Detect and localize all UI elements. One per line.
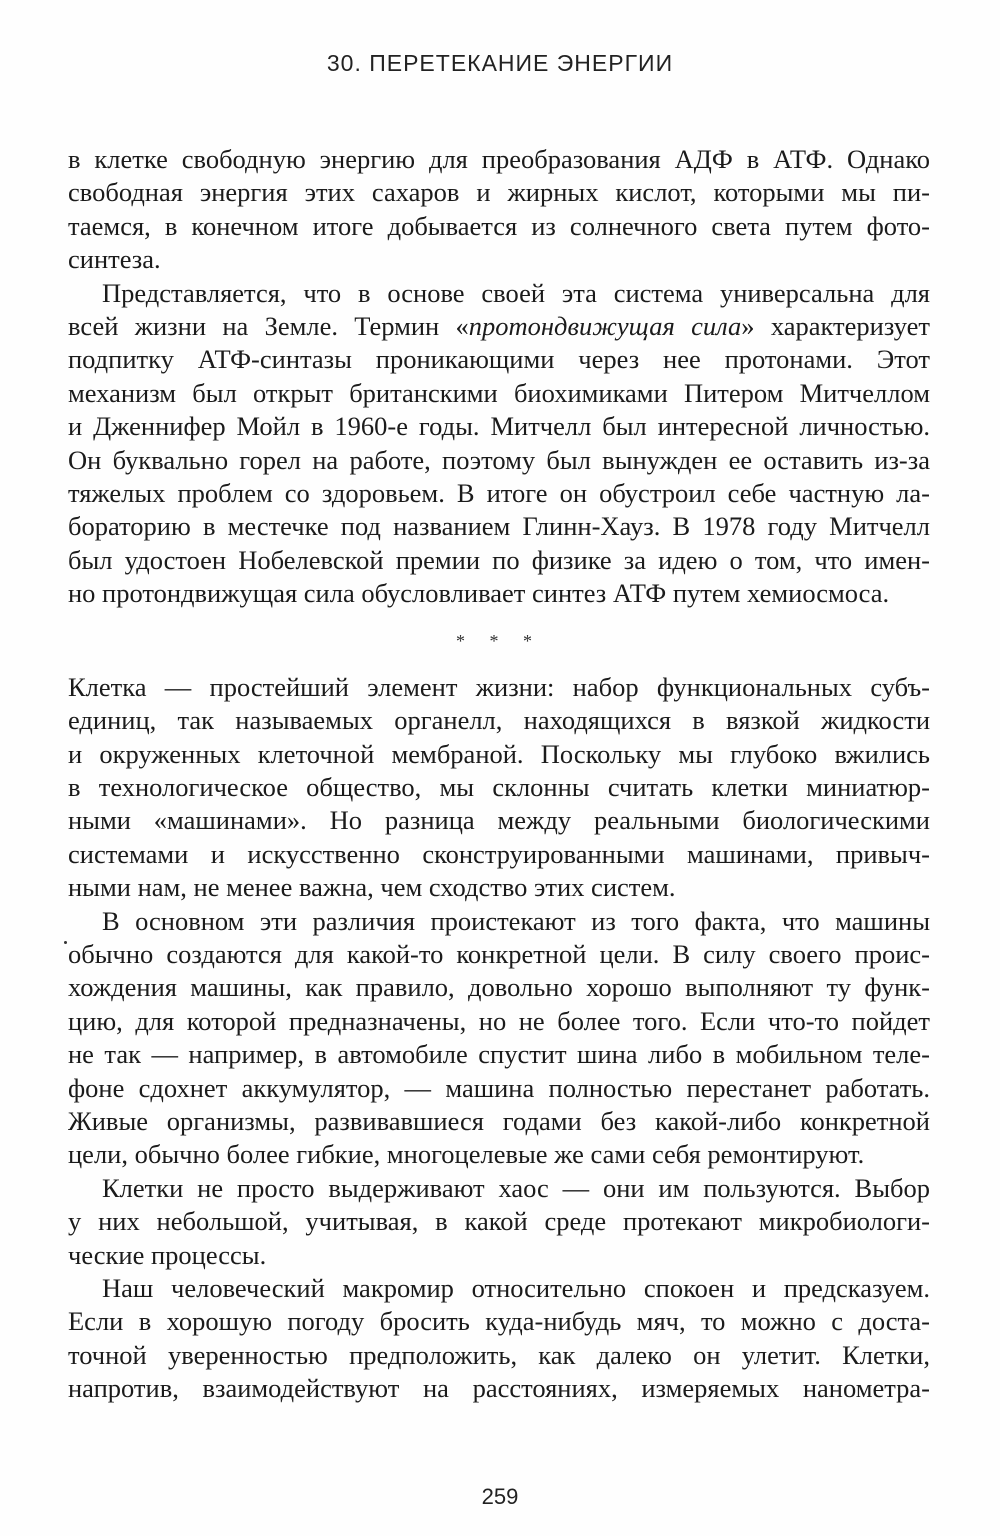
text-line: у них небольшой, учитывая, в какой среде протекают микробиологи-: [68, 1206, 930, 1237]
text-line: цели, обычно более гибкие, многоцелевые же сами себя ремонтируют.: [68, 1139, 865, 1170]
text-line: в клетке свободную энергию для преобразования АДФ в АТФ. Однако: [68, 144, 930, 174]
text-line: единиц, так называемых органелл, находящихся в вязкой жидкости: [68, 705, 930, 736]
text-line: Клетка — простейший элемент жизни: набор функциональных субъ-: [68, 671, 930, 702]
section-separator: * * *: [456, 630, 542, 651]
text-line: Живые организмы, развивавшиеся годами без какой-либо конкретной: [68, 1105, 930, 1136]
text-line-with-term: [68, 310, 930, 343]
text-line: В основном эти различия проистекают из того факта, что машины: [102, 905, 930, 936]
text-line: системами и искусственно сконструированными машинами, привыч-: [68, 838, 930, 869]
text-line: ческие процессы.: [68, 1239, 267, 1270]
stray-print-dot: [64, 941, 67, 944]
paragraph-cells-and-chaos: [68, 1172, 930, 1272]
text-line: фоне сдохнет аккумулятор, — машина полностью перестанет работать.: [68, 1072, 930, 1103]
paragraph-machines-vs-organisms: [68, 905, 930, 1172]
paragraph-continuation: [68, 143, 930, 277]
text-line: Клетки не просто выдерживают хаос — они им пользуются. Выбор: [102, 1172, 930, 1203]
text-line: Он буквально горел на работе, поэтому был вынужден ее оставить из-за: [68, 444, 930, 475]
text-line: ными нам, не менее важна, чем сходство этих систем.: [68, 872, 676, 903]
text-line: но протондвижущая сила обусловливает синтез АТФ путем хемиосмоса.: [68, 578, 890, 609]
text-line: был удостоен Нобелевской премии по физике за идею о том, что имен-: [68, 544, 930, 575]
text-line: синтеза.: [68, 244, 161, 275]
page-number: 259: [481, 1484, 519, 1509]
text-line: и окруженных клеточной мембраной. Поскольку мы глубоко вжились: [68, 738, 930, 769]
running-head-title: 30. ПЕРЕТЕКАНИЕ ЭНЕРГИИ: [326, 50, 674, 76]
text-line: механизм был открыт британскими биохимиками Питером Митчеллом: [68, 377, 930, 408]
text-line: обычно создаются для какой-то конкретной цели. В силу своего проис-: [68, 938, 930, 969]
paragraph-proton-motive-force: [68, 277, 930, 611]
paragraph-cell-definition: [68, 671, 930, 905]
body-text: [68, 143, 930, 1406]
text-line: в технологическое общество, мы склонны считать клетки миниатюр-: [68, 771, 930, 802]
text-line: ными «машинами». Но разница между реальными биологическими: [68, 805, 930, 836]
text-line: точной уверенностью предположить, как далеко он улетит. Клетки,: [68, 1339, 930, 1370]
text-line: цию, для которой предназначены, но не более того. Если что-то пойдет: [68, 1005, 930, 1036]
text-segment: всей жизни на Земле. Термин «: [68, 311, 469, 342]
text-line: Представляется, что в основе своей эта система универсальна для: [102, 277, 930, 308]
text-line: не так — например, в автомобиле спустит шина либо в мобильном теле-: [68, 1039, 930, 1070]
text-line: свободная энергия этих сахаров и жирных кислот, которыми мы пи-: [68, 177, 930, 208]
text-line: хождения машины, как правило, довольно хорошо выполняют ту функ-: [68, 972, 930, 1003]
italic-term: протондвижущая сила: [468, 311, 742, 342]
text-segment: » характеризует: [741, 311, 930, 342]
text-line: Если в хорошую погоду бросить куда-нибудь мяч, то можно с доста-: [68, 1306, 930, 1337]
text-line: и Дженнифер Мойл в 1960-е годы. Митчелл был интересной личностью.: [68, 411, 930, 442]
text-line: напротив, взаимодействуют на расстояниях, измеряемых нанометра-: [68, 1373, 930, 1404]
text-line: тяжелых проблем со здоровьем. В итоге он обустроил себе частную ла-: [68, 478, 930, 509]
paragraph-macroworld: [68, 1272, 930, 1406]
text-line: подпитку АТФ-синтазы проникающими через нее протонами. Этот: [68, 344, 930, 375]
text-line: бораторию в местечке под названием Глинн-Хауз. В 1978 году Митчелл: [68, 511, 930, 542]
text-line: таемся, в конечном итоге добывается из солнечного света путем фото-: [68, 210, 930, 241]
text-line: Наш человеческий макромир относительно спокоен и предсказуем.: [102, 1273, 930, 1303]
